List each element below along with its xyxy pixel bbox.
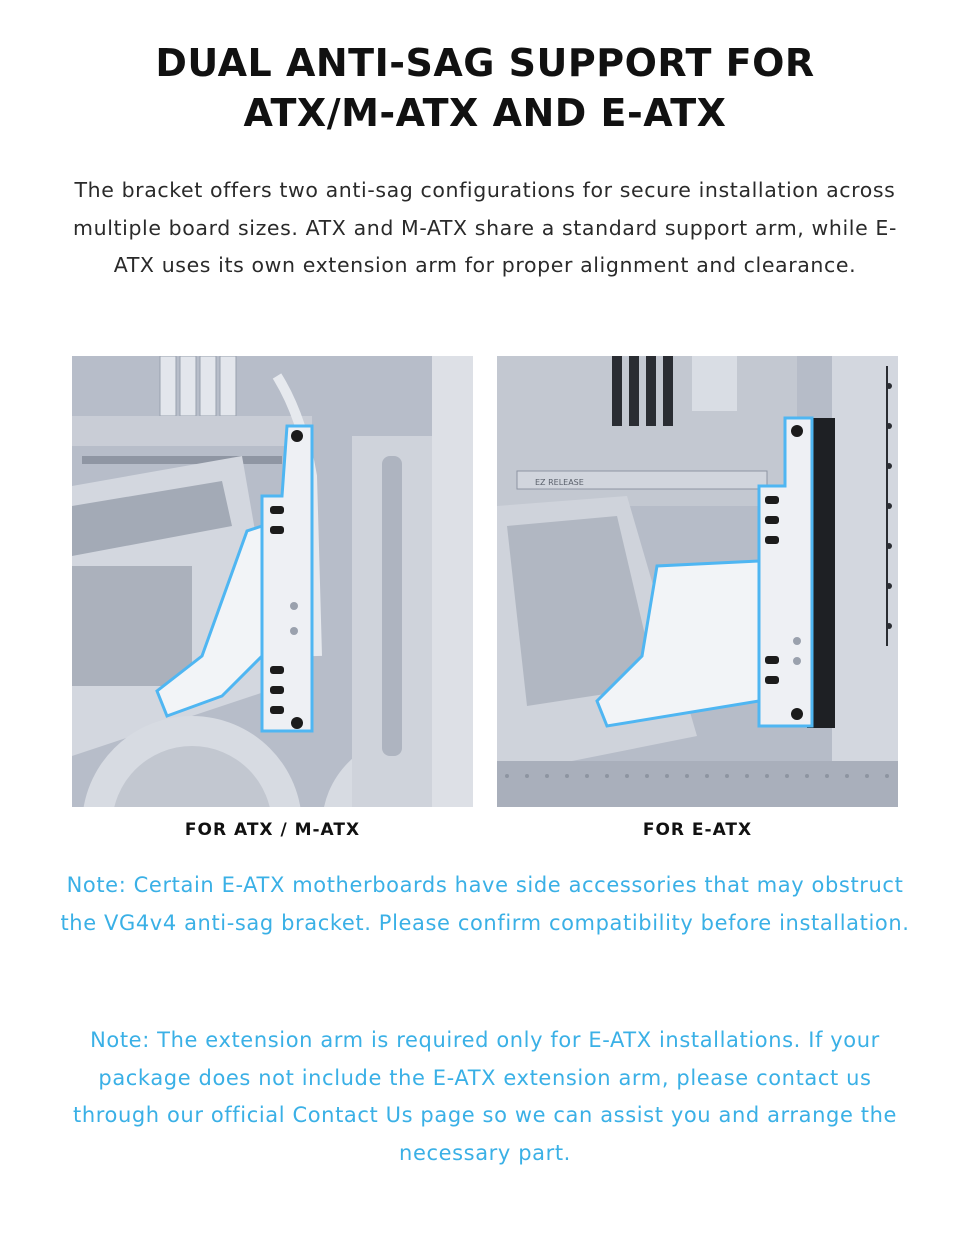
extension-arm-note: Note: The extension arm is required only for E-ATX installations. If your package does not include the E-ATX extension arm, please contact us through our official Contact Us page so we can assist you and arrange the necessary part. [72,1028,898,1165]
eatx-bracket-photo [497,356,898,807]
compatibility-note: Note: Certain E-ATX motherboards have side accessories that may obstruct the VG4v4 anti-sag bracket. Please confirm compatibility before installation. [60,873,910,935]
atx-bracket-illustration [72,356,473,807]
title-line-1: DUAL ANTI-SAG SUPPORT FOR [155,41,815,85]
caption-atx: FOR ATX / M-ATX [184,820,361,840]
page-title [0,38,970,138]
intro-paragraph: The bracket offers two anti-sag configurations for secure installation across multiple board sizes. ATX and M-ATX share a standard support arm, while E-ATX uses its own extension arm for proper alignment and clearance. [73,178,897,277]
title-line-2: ATX/M-ATX AND E-ATX [243,91,727,135]
eatx-bracket-illustration [497,356,898,807]
atx-bracket-photo [72,356,473,807]
caption-eatx: FOR E-ATX [642,820,753,840]
ez-release-label: EZ RELEASE [535,478,584,487]
